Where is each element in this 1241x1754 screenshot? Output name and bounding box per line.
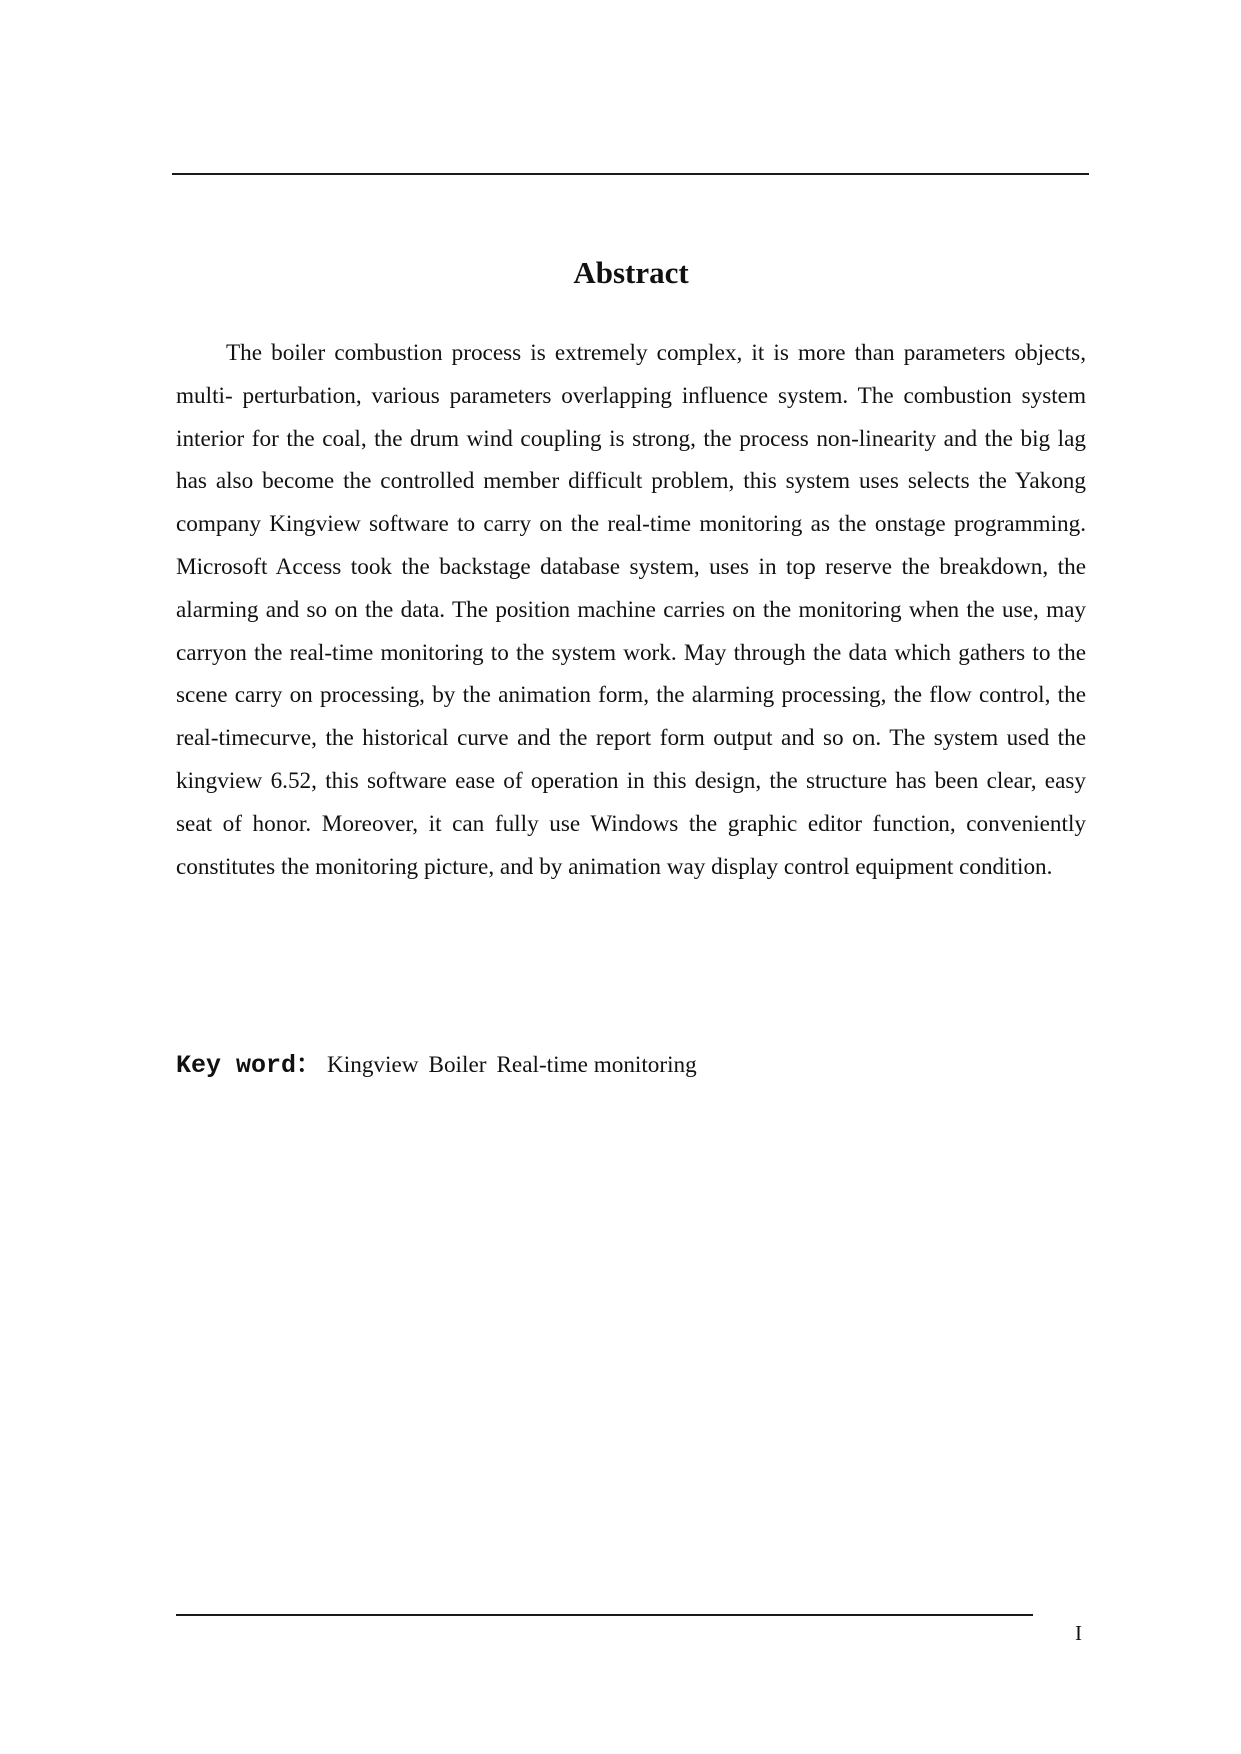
keyword-item: Kingview: [327, 1052, 419, 1078]
keywords-separator: ：: [296, 1051, 322, 1080]
abstract-title: Abstract: [573, 255, 689, 290]
header-rule: [172, 173, 1089, 175]
keywords-line: [176, 1045, 707, 1086]
keyword-item: Real-time monitoring: [496, 1052, 697, 1078]
abstract-paragraph: The boiler combustion process is extremely complex, it is more than parameters objects, multi- perturbation, various parameters overlapping influence system. The combustion system interior for the coal, the drum wind coupling is strong, the process non-linearity and the big lag has also become the controlled member difficult problem, this system uses selects the Yakong company Kingview software to carry on the real-time monitoring as the onstage programming. Microsoft Access took the backstage database system, uses in top reserve the breakdown, the alarming and so on the data. The position machine carries on the monitoring when the use, may carryon the real-time monitoring to the system work. May through the data which gathers to the scene carry on processing, by the animation form, the alarming processing, the flow control, the real-timecurve, the historical curve and the report form output and so on. The system used the kingview 6.52, this software ease of operation in this design, the structure has been clear, easy seat of honor. Moreover, it can fully use Windows the graphic editor function, conveniently constitutes the monitoring picture, and by animation way display control equipment condition.: [176, 340, 1086, 880]
keyword-item: Boiler: [428, 1052, 487, 1078]
page-number: I: [1075, 1621, 1082, 1645]
footer-rule: [176, 1614, 1033, 1616]
keywords-label: Key word: [176, 1051, 297, 1080]
